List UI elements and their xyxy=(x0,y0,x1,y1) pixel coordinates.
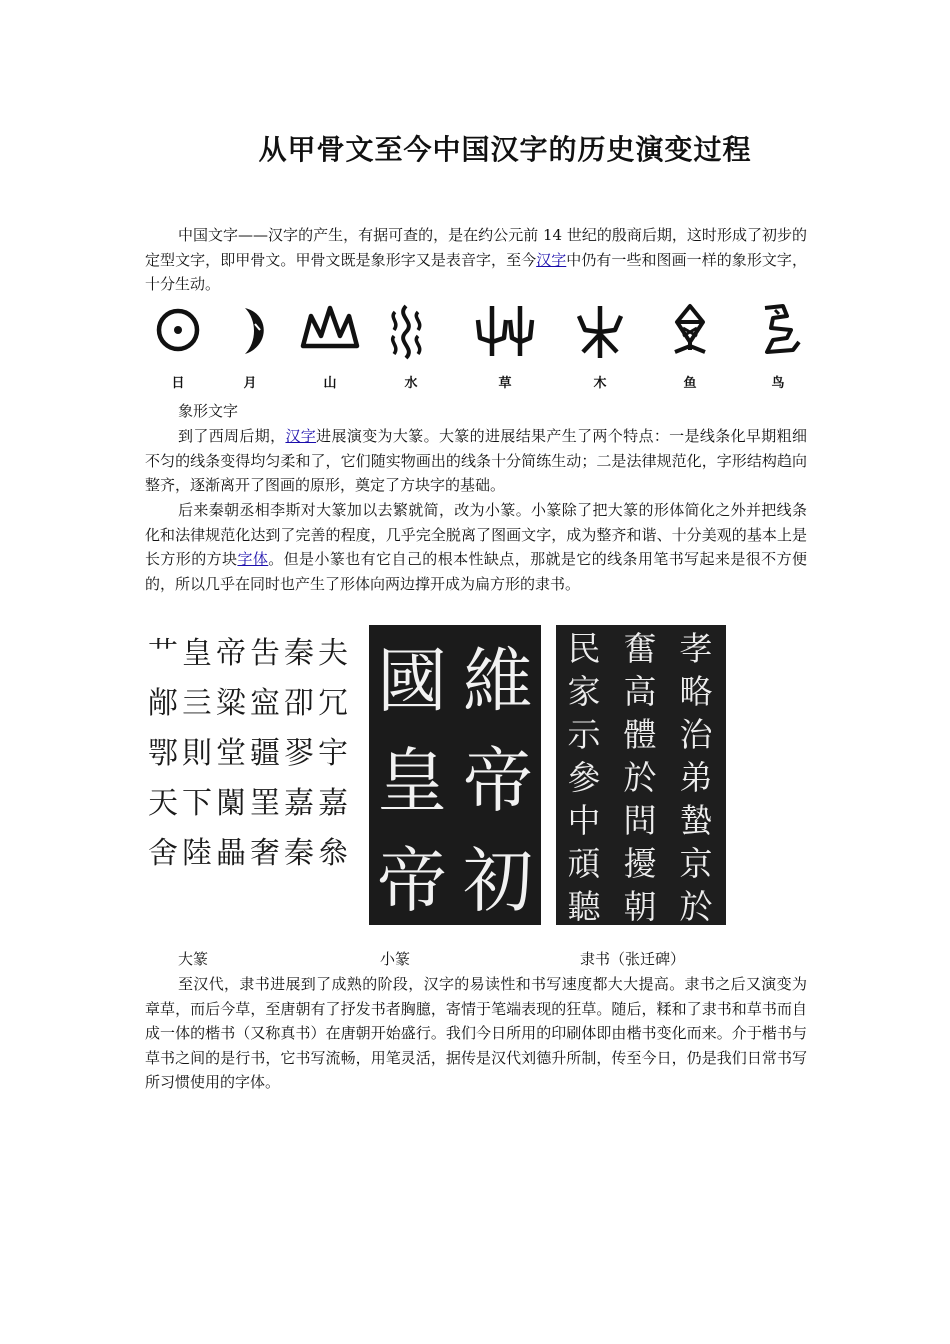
lishu-character: 於 xyxy=(623,758,657,797)
oracle-grass xyxy=(470,302,540,394)
oracle-moon xyxy=(215,302,285,394)
oracle-label: 水 xyxy=(404,376,418,391)
oracle-label: 木 xyxy=(593,376,607,391)
lishu-image xyxy=(556,625,726,925)
hanzi-link-2[interactable]: 汉字 xyxy=(285,427,317,445)
dazhuan-character: 宇 xyxy=(318,736,348,771)
bird-glyph-icon xyxy=(743,302,813,362)
xiaozhuan-character: 維 xyxy=(463,639,533,722)
western-zhou-paragraph xyxy=(145,424,807,498)
dazhuan-character: 則 xyxy=(182,736,212,771)
intro-text-before: 中国文字——汉字的产生，有据可查的，是在约公元前 14 世纪的殷商后期，这时形成了初步的定型文字，即甲骨文。甲骨文既是象形字又是表音字，至今 xyxy=(145,226,807,269)
lishu-character: 聽 xyxy=(567,887,601,925)
intro-text-after: 中仍有一些和图画一样的象形文字，十分生动。 xyxy=(145,250,807,293)
moon-glyph-icon xyxy=(215,302,285,362)
dazhuan-character: 鄂 xyxy=(148,736,178,771)
lishu-character: 蟄 xyxy=(679,801,713,840)
dazhuan-character: 帝 xyxy=(216,636,246,671)
dazhuan-caption: 大篆 xyxy=(178,950,209,968)
fish-glyph-icon xyxy=(655,302,725,362)
oracle-mountain xyxy=(295,302,365,394)
zhou-text-before: 到了西周后期， xyxy=(178,427,286,445)
lishu-character: 家 xyxy=(567,672,601,711)
dazhuan-character: 粱 xyxy=(216,686,246,721)
dazhuan-character: 卲 xyxy=(284,686,314,721)
dazhuan-character: 吿 xyxy=(250,636,280,671)
dazhuan-character: 艹 xyxy=(148,636,178,671)
lishu-caption: 隶书（张迁碑） xyxy=(580,950,686,968)
lishu-character: 京 xyxy=(679,844,713,883)
lishu-character: 朝 xyxy=(623,887,657,925)
oracle-bird xyxy=(743,302,813,394)
qin-paragraph xyxy=(145,498,807,596)
dazhuan-character: 闑 xyxy=(216,786,246,821)
dazhuan-character: 畾 xyxy=(216,836,246,871)
dazhuan-character: 陸 xyxy=(182,836,212,871)
lishu-character: 中 xyxy=(567,801,601,840)
lishu-character: 示 xyxy=(567,715,601,754)
lishu-character: 弟 xyxy=(679,758,713,797)
dazhuan-character: 堂 xyxy=(216,736,246,771)
dazhuan-character: 叅 xyxy=(318,836,348,871)
hanzi-link[interactable]: 汉字 xyxy=(536,250,567,269)
dazhuan-character: 亖 xyxy=(182,686,212,721)
oracle-water xyxy=(376,302,446,394)
mountain-glyph-icon xyxy=(295,302,365,362)
lishu-character: 問 xyxy=(623,801,657,840)
font-link[interactable]: 字体 xyxy=(237,550,269,568)
dazhuan-character: 舍 xyxy=(148,836,178,871)
pictograph-caption: 象形文字 xyxy=(178,402,239,420)
lishu-character: 參 xyxy=(567,758,601,797)
lishu-character: 孝 xyxy=(679,629,713,668)
xiaozhuan-image xyxy=(369,625,541,925)
xiaozhuan-character: 帝 xyxy=(463,739,533,822)
oracle-bone-figure xyxy=(143,302,808,394)
lishu-character: 於 xyxy=(679,887,713,925)
xiaozhuan-character: 帝 xyxy=(377,839,447,922)
oracle-sun xyxy=(143,302,213,394)
qin-text-after: 。但是小篆也有它自己的根本性缺点，那就是它的线条用笔书写起来是很不方便的，所以几乎在同时也产生了形体向两边撑开成为扁方形的隶书。 xyxy=(145,550,807,593)
lishu-character: 奮 xyxy=(623,629,657,668)
dazhuan-character: 嘉 xyxy=(284,786,314,821)
dazhuan-character: 下 xyxy=(182,786,212,821)
page-title: 从甲骨文至今中国汉字的历史演变过程 xyxy=(258,133,752,166)
lishu-character: 體 xyxy=(623,715,657,754)
intro-paragraph xyxy=(145,223,807,297)
xiaozhuan-character: 初 xyxy=(463,839,533,922)
dazhuan-character: 翏 xyxy=(284,736,314,771)
dazhuan-character: 夫 xyxy=(318,636,348,671)
oracle-label: 日 xyxy=(171,376,185,391)
oracle-fish xyxy=(655,302,725,394)
lishu-character: 高 xyxy=(623,672,657,711)
oracle-label: 鸟 xyxy=(771,376,785,391)
dazhuan-character: 疆 xyxy=(250,736,280,771)
dazhuan-character: 寍 xyxy=(250,686,280,721)
xiaozhuan-character: 國 xyxy=(377,639,447,722)
oracle-label: 山 xyxy=(323,376,337,391)
lishu-character: 略 xyxy=(679,672,713,711)
lishu-character: 頑 xyxy=(567,844,601,883)
sun-glyph-icon xyxy=(143,302,213,362)
zhou-text-after: 进展演变为大篆。大篆的进展结果产生了两个特点：一是线条化早期粗细不匀的线条变得均匀柔和了，它们随实物画出的线条十分简练生动；二是法律规范化，字形结构趋向整齐，逐渐离开了图画的原形，奠定了方块字的基础。 xyxy=(145,427,807,494)
dazhuan-character: 䣊 xyxy=(148,686,178,721)
dazhuan-character: 秦 xyxy=(284,636,314,671)
water-glyph-icon xyxy=(376,302,446,362)
grass-glyph-icon xyxy=(470,302,540,362)
lishu-character: 治 xyxy=(679,715,713,754)
han-dynasty-paragraph: 至汉代，隶书进展到了成熟的阶段，汉字的易读性和书写速度都大大提高。隶书之后又演变为章草，而后今草，至唐朝有了抒发书者胸臆，寄情于笔端表现的狂草。随后，糅和了隶书和草书而自成一体的楷书（又称真书）在唐朝开始盛行。我们今日所用的印刷体即由楷书变化而来。介于楷书与草书之间的是行书，它书写流畅，用笔灵活，据传是汉代刘德升所制，传至今日，仍是我们日常书写所习惯使用的字体。 xyxy=(145,975,807,1091)
dazhuan-character: 冗 xyxy=(318,686,348,721)
oracle-label: 鱼 xyxy=(683,376,697,391)
xiaozhuan-character: 皇 xyxy=(377,739,447,822)
dazhuan-character: 天 xyxy=(148,786,178,821)
oracle-label: 月 xyxy=(243,376,257,391)
oracle-tree xyxy=(565,302,635,394)
dazhuan-character: 嘉 xyxy=(318,786,348,821)
dazhuan-image xyxy=(146,625,351,925)
qin-text-before: 后来秦朝丞相李斯对大篆加以去繁就简，改为小篆。小篆除了把大篆的形体简化之外并把线条化和法律规范化达到了完善的程度，几乎完全脱离了图画文字，成为整齐和谐、十分美观的基本上是长方形的方块 xyxy=(145,501,807,568)
dazhuan-character: 罣 xyxy=(250,786,280,821)
tree-glyph-icon xyxy=(565,302,635,362)
dazhuan-character: 奢 xyxy=(250,836,280,871)
oracle-label: 草 xyxy=(498,376,512,391)
dazhuan-character: 秦 xyxy=(284,836,314,871)
lishu-character: 擾 xyxy=(623,844,657,883)
xiaozhuan-caption: 小篆 xyxy=(380,950,411,968)
lishu-character: 民 xyxy=(567,629,601,668)
dazhuan-character: 皇 xyxy=(182,636,212,671)
